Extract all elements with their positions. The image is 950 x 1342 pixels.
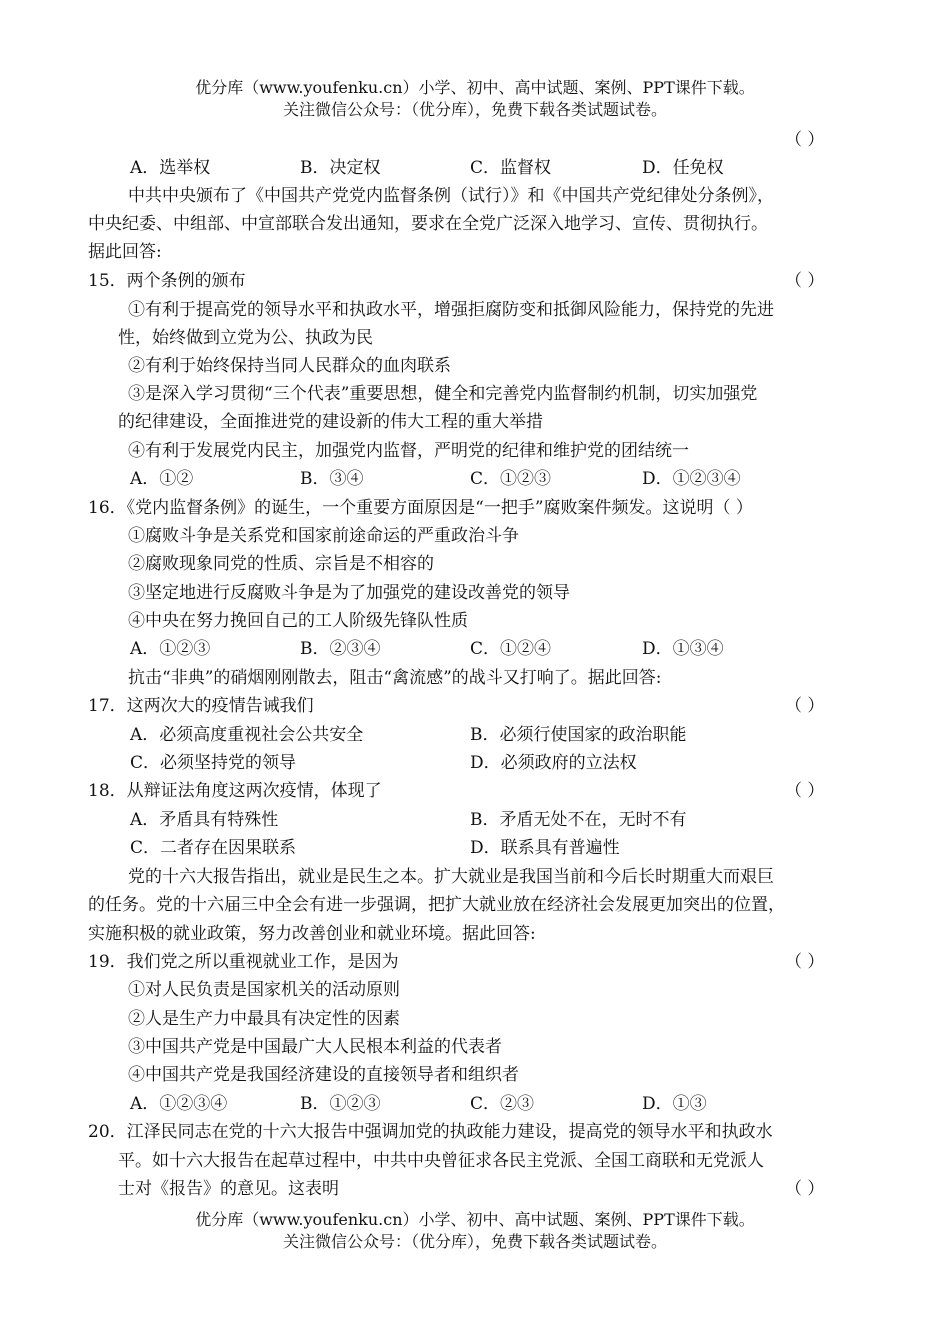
q19-option-b: B．①②③ <box>300 1094 381 1114</box>
q20-stem-line-2: 平。如十六大报告在起草过程中，中共中央曾征求各民主党派、全国工商联和无党派人 <box>118 1151 764 1171</box>
q14-option-c: C．监督权 <box>470 158 552 178</box>
q19-option-c: C．②③ <box>470 1094 535 1114</box>
q18-option-b: B．矛盾无处不在，无时不有 <box>470 810 687 830</box>
q18-option-d: D．联系具有普遍性 <box>470 838 620 858</box>
q19-item-1: ①对人民负责是国家机关的活动原则 <box>128 980 400 1000</box>
q16-item-1: ①腐败斗争是关系党和国家前途命运的严重政治斗争 <box>128 526 519 546</box>
q15-item-1: ①有利于提高党的领导水平和执政水平，增强拒腐防变和抵御风险能力，保持党的先进 <box>128 300 774 320</box>
q20-answer-paren: （ ） <box>785 1179 825 1199</box>
passage1-line-3: 据此回答: <box>88 242 162 262</box>
q15-option-c: C．①②③ <box>470 469 552 489</box>
footer-line-1: 优分库（www.youfenku.cn）小学、初中、高中试题、案例、PPT课件下载。 <box>195 1210 755 1229</box>
q16-stem: 16．《党内监督条例》的诞生，一个重要方面原因是“一把手”腐败案件频发。这说明（ ） <box>88 498 753 518</box>
q17-option-c: C．必须坚持党的领导 <box>130 753 297 773</box>
q14-option-b: B．决定权 <box>300 158 381 178</box>
header-line-2: 关注微信公众号：（优分库），免费下载各类试题试卷。 <box>282 100 667 119</box>
q18-option-a: A．矛盾具有特殊性 <box>130 810 279 830</box>
q19-option-a: A．①②③④ <box>130 1094 228 1114</box>
q14-answer-paren: （ ） <box>785 130 825 150</box>
q19-item-3: ③中国共产党是中国最广大人民根本利益的代表者 <box>128 1037 502 1057</box>
q17-option-d: D．必须政府的立法权 <box>470 753 637 773</box>
q19-item-4: ④中国共产党是我国经济建设的直接领导者和组织者 <box>128 1065 519 1085</box>
q15-stem: 15．两个条例的颁布 <box>88 271 246 291</box>
q15-item-3-cont: 的纪律建设，全面推进党的建设新的伟大工程的重大举措 <box>118 412 543 432</box>
q19-option-d: D．①③ <box>642 1094 707 1114</box>
q15-item-1-cont: 性，始终做到立党为公、执政为民 <box>118 328 373 348</box>
q16-option-c: C．①②④ <box>470 639 552 659</box>
q19-answer-paren: （ ） <box>785 952 825 972</box>
q15-item-4: ④有利于发展党内民主，加强党内监督，严明党的纪律和维护党的团结统一 <box>128 441 689 461</box>
q17-option-a: A．必须高度重视社会公共安全 <box>130 725 364 745</box>
q16-item-3: ③坚定地进行反腐败斗争是为了加强党的建设改善党的领导 <box>128 583 570 603</box>
q14-option-a: A．选举权 <box>130 158 211 178</box>
q14-option-d: D．任免权 <box>642 158 724 178</box>
q17-answer-paren: （ ） <box>785 696 825 716</box>
q18-option-c: C．二者存在因果联系 <box>130 838 297 858</box>
passage3-line-1: 党的十六大报告指出，就业是民生之本。扩大就业是我国当前和今后长时期重大而艰巨 <box>128 867 774 887</box>
q15-option-d: D．①②③④ <box>642 469 741 489</box>
q16-item-4: ④中央在努力挽回自己的工人阶级先锋队性质 <box>128 611 468 631</box>
q15-item-2: ②有利于始终保持当同人民群众的血肉联系 <box>128 356 451 376</box>
q19-item-2: ②人是生产力中最具有决定性的因素 <box>128 1009 400 1029</box>
q15-answer-paren: （ ） <box>785 271 825 291</box>
header-line-1: 优分库（www.youfenku.cn）小学、初中、高中试题、案例、PPT课件下载。 <box>195 78 755 97</box>
passage1-line-2: 中央纪委、中组部、中宣部联合发出通知，要求在全党广泛深入地学习、宣传、贯彻执行。 <box>88 214 768 234</box>
passage2-line: 抗击“非典”的硝烟刚刚散去，阻击“禽流感”的战斗又打响了。据此回答: <box>128 668 662 688</box>
passage3-line-2: 的任务。党的十六届三中全会有进一步强调，把扩大就业放在经济社会发展更加突出的位置， <box>88 895 785 915</box>
q17-stem: 17．这两次大的疫情告诫我们 <box>88 696 314 716</box>
q16-item-2: ②腐败现象同党的性质、宗旨是不相容的 <box>128 554 434 574</box>
q15-option-b: B．③④ <box>300 469 364 489</box>
q19-stem: 19．我们党之所以重视就业工作，是因为 <box>88 952 399 972</box>
q20-stem-line-3: 士对《报告》的意见。这表明 <box>118 1179 339 1199</box>
q15-item-3: ③是深入学习贯彻“三个代表”重要思想，健全和完善党内监督制约机制，切实加强党 <box>128 384 758 404</box>
passage1-line-1: 中共中央颁布了《中国共产党党内监督条例（试行）》和《中国共产党纪律处分条例》， <box>128 186 774 206</box>
q16-option-a: A．①②③ <box>130 639 211 659</box>
q20-stem-line-1: 20．江泽民同志在党的十六大报告中强调加党的执政能力建设，提高党的领导水平和执政水 <box>88 1122 773 1142</box>
q17-option-b: B．必须行使国家的政治职能 <box>470 725 687 745</box>
q16-option-d: D．①③④ <box>642 639 724 659</box>
footer-line-2: 关注微信公众号：（优分库），免费下载各类试题试卷。 <box>282 1232 667 1251</box>
q16-option-b: B．②③④ <box>300 639 381 659</box>
q18-stem: 18．从辩证法角度这两次疫情，体现了 <box>88 781 382 801</box>
q15-option-a: A．①② <box>130 469 194 489</box>
passage3-line-3: 实施积极的就业政策，努力改善创业和就业环境。据此回答: <box>88 924 536 944</box>
q18-answer-paren: （ ） <box>785 781 825 801</box>
